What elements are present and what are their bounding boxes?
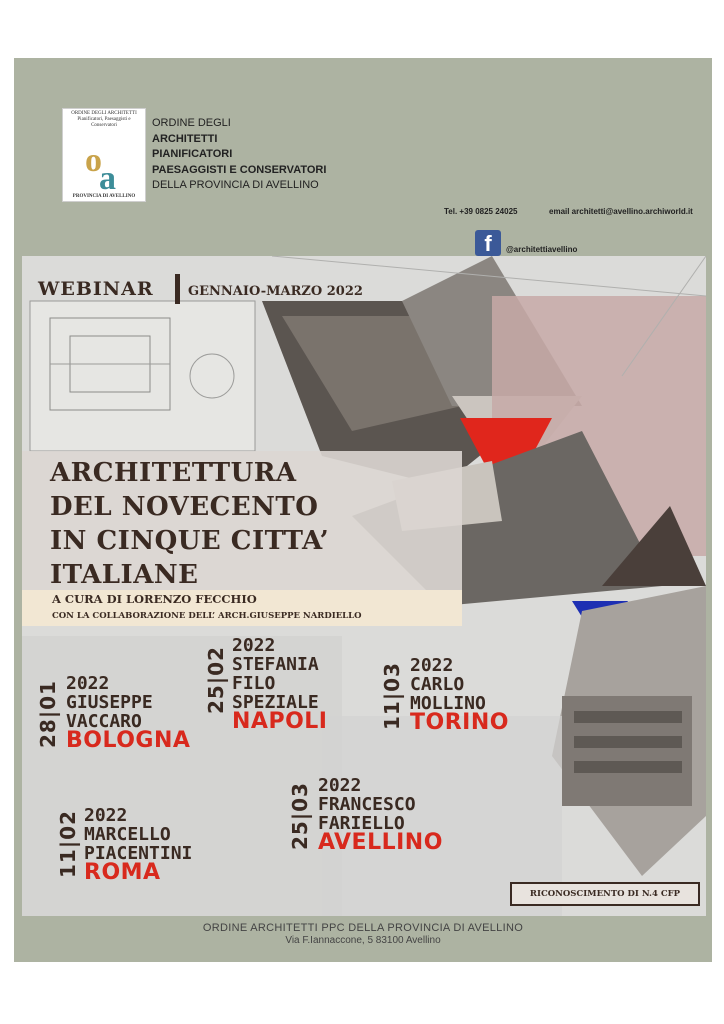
event-date: 28|01 <box>36 680 60 748</box>
event-year: 2022 <box>318 775 362 796</box>
email-address[interactable]: email architetti@avellino.archiworld.it <box>549 207 693 216</box>
speaker-name: VACCARO <box>66 711 142 732</box>
phone-number: Tel. +39 0825 24025 <box>444 207 518 216</box>
org-line: ORDINE DEGLI <box>152 117 231 129</box>
facebook-handle[interactable]: @architettiavellino <box>506 245 578 254</box>
speaker-name: GIUSEPPE <box>66 692 153 713</box>
facebook-icon[interactable]: f <box>475 230 501 256</box>
speaker-name: FRANCESCO <box>318 794 416 815</box>
logo-top-text: ORDINE DEGLI ARCHITETTI Pianificatori, Paesaggisti e Conservatori <box>71 111 137 128</box>
speaker-name: MOLLINO <box>410 693 486 714</box>
speaker-name: PIACENTINI <box>84 843 193 864</box>
collaboration: CON LA COLLABORAZIONE DELL’ ARCH.GIUSEPPE NARDIELLO <box>52 611 362 621</box>
event-year: 2022 <box>84 805 128 826</box>
event-date: 11|02 <box>56 810 80 878</box>
event-date: 25|02 <box>204 646 228 714</box>
title-line: DEL NOVECENTO <box>50 492 319 522</box>
org-line: DELLA PROVINCIA DI AVELLINO <box>152 179 319 191</box>
event-year: 2022 <box>232 635 276 656</box>
header-divider <box>175 274 180 304</box>
org-line: ARCHITETTI <box>152 132 218 145</box>
speaker-name: STEFANIA <box>232 654 319 675</box>
event-city: NAPOLI <box>232 709 328 734</box>
event-details <box>66 673 191 753</box>
speaker-name: SPEZIALE <box>232 692 319 713</box>
event-details <box>232 635 328 734</box>
org-line: PIANIFICATORI <box>152 148 233 160</box>
poster <box>14 58 712 962</box>
title-line: ITALIANE <box>50 560 199 590</box>
event-year: 2022 <box>66 673 110 694</box>
event-details <box>410 655 509 735</box>
webinar-panel <box>22 256 706 916</box>
event-city: BOLOGNA <box>66 728 191 753</box>
event-city: TORINO <box>410 710 509 735</box>
event-details <box>318 775 443 855</box>
organization-name <box>152 116 326 194</box>
speaker-name: MARCELLO <box>84 824 171 845</box>
event-date: 25|03 <box>288 782 312 850</box>
logo-mark <box>63 109 145 201</box>
svg-text:a: a <box>99 160 116 197</box>
title-line: ARCHITETTURA <box>50 458 297 488</box>
org-line: PAESAGGISTI E CONSERVATORI <box>152 163 327 176</box>
webinar-period: GENNAIO-MARZO 2022 <box>188 284 363 299</box>
speaker-name: FILO <box>232 673 276 694</box>
event-city: AVELLINO <box>318 830 443 855</box>
speaker-name: FARIELLO <box>318 813 405 834</box>
logo-bottom-text: PROVINCIA DI AVELLINO <box>72 194 136 199</box>
event-year: 2022 <box>410 655 454 676</box>
title-line: IN CINQUE CITTA’ <box>50 526 330 556</box>
speaker-name: CARLO <box>410 674 465 695</box>
event-city: ROMA <box>84 860 161 885</box>
main-title <box>50 456 329 592</box>
event-date: 11|03 <box>380 662 404 730</box>
svg-text:o: o <box>85 142 102 179</box>
event-details <box>84 805 193 885</box>
footer-address: Via F.Iannaccone, 5 83100 Avellino <box>285 935 441 946</box>
order-logo <box>62 108 146 202</box>
curator: A CURA DI LORENZO FECCHIO <box>52 592 257 606</box>
footer-org: ORDINE ARCHITETTI PPC DELLA PROVINCIA DI AVELLINO <box>202 922 524 934</box>
webinar-label: WEBINAR <box>38 278 154 300</box>
credits-badge: RICONOSCIMENTO DI N.4 CFP <box>510 882 700 906</box>
